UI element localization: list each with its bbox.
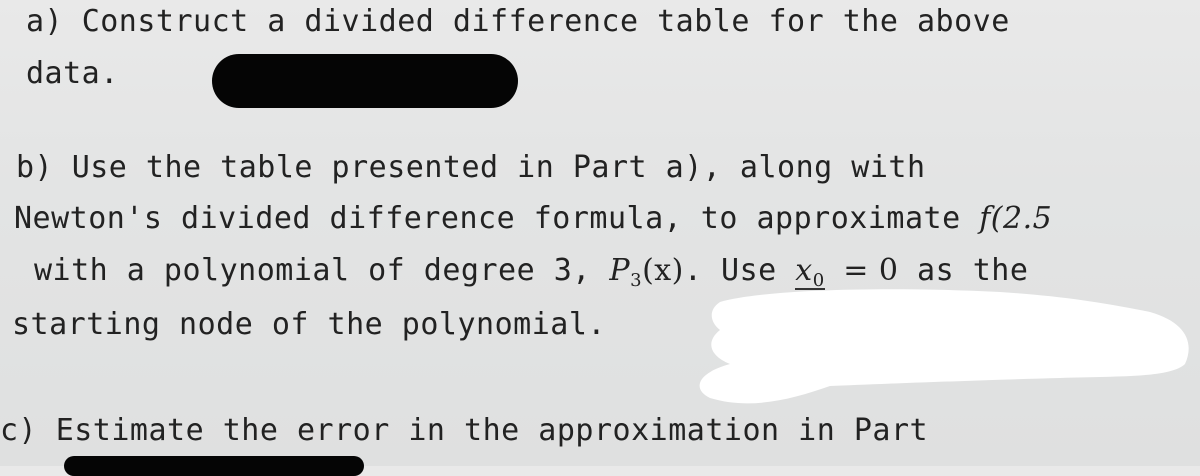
question-c-line-1	[0, 413, 928, 448]
question-c-label: c)	[0, 413, 38, 448]
question-a-text-2: data.	[26, 56, 119, 91]
question-a-label: a)	[26, 4, 64, 39]
redaction-black-edge	[64, 456, 364, 476]
question-b-line-2	[14, 201, 1052, 236]
question-b-text-4: starting node of the polynomial.	[12, 307, 606, 342]
question-c-text-1: Estimate the error in the approximation in Part	[55, 413, 929, 448]
question-b-text-2: Newton's divided difference formula, to approximate	[14, 201, 961, 236]
question-b-poly-arg: (x)	[642, 253, 684, 288]
question-b-text-3c: as the	[917, 253, 1029, 288]
question-a-text-1: Construct a divided difference table for the above	[81, 4, 1010, 39]
question-b-poly-sub: 3	[630, 270, 643, 291]
question-b-x0-sub: 0	[812, 270, 825, 291]
question-b-line-4	[12, 307, 606, 342]
redaction-white-blob	[680, 282, 1200, 416]
question-b-line-1	[16, 150, 926, 185]
question-b-eq: = 0	[843, 253, 899, 288]
redaction-black-blob	[212, 54, 518, 108]
question-b-text-3b: . Use	[683, 253, 777, 288]
question-a-line-1	[26, 4, 1010, 39]
question-b-poly: P	[609, 253, 631, 288]
question-b-x0: x	[795, 253, 813, 288]
question-b-text-3a: with a polynomial of degree 3,	[34, 253, 591, 288]
question-b-text-1: Use the table presented in Part a), along with	[71, 150, 926, 185]
question-a-line-2	[26, 56, 119, 91]
question-b-function: f(2.5	[979, 201, 1053, 236]
question-b-label: b)	[16, 150, 54, 185]
